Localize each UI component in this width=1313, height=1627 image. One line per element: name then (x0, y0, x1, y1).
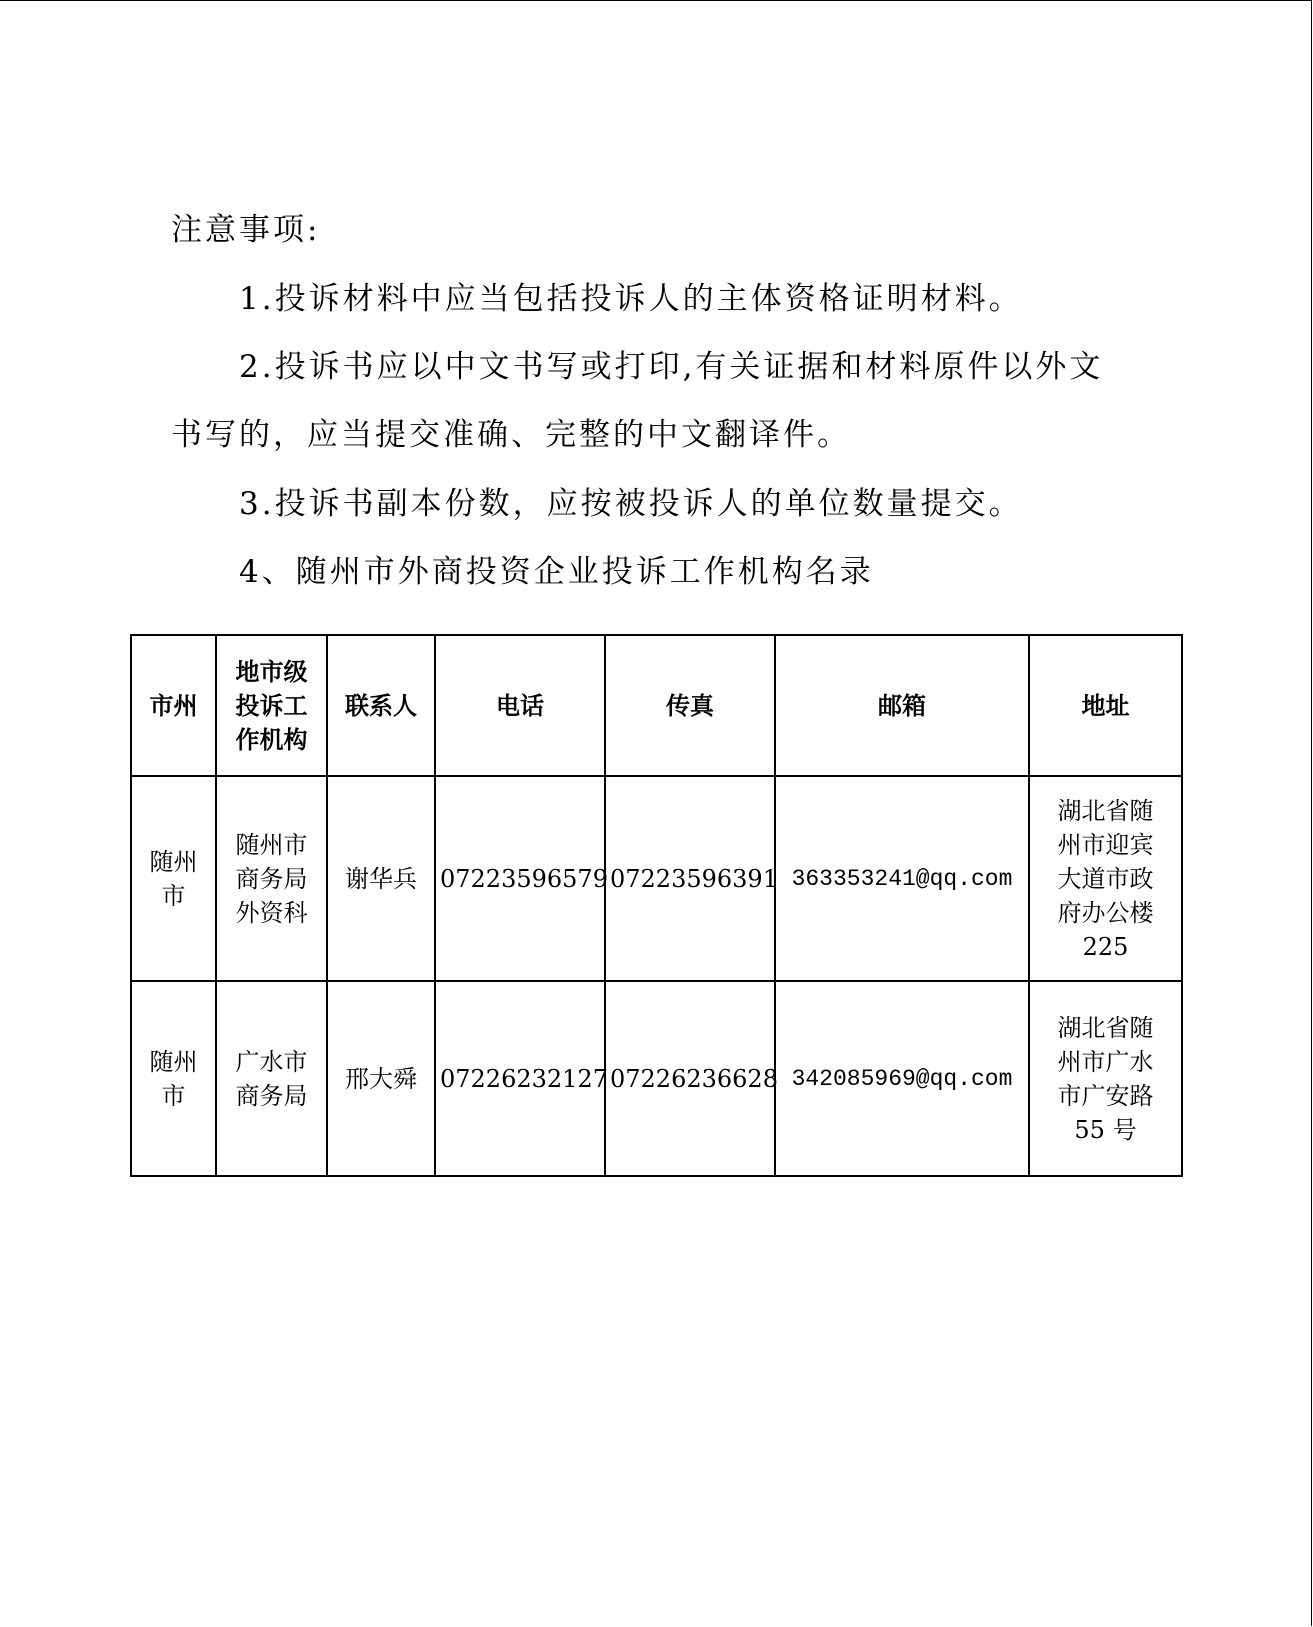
cell-line: 府办公楼 (1057, 898, 1154, 927)
cell-fax: 07226236628 (605, 981, 775, 1176)
header-agency-line: 作机构 (235, 725, 308, 754)
cell-line: 随州 (149, 847, 198, 876)
header-agency-line: 地市级 (235, 657, 308, 686)
cell-line: 商务局 (235, 864, 308, 893)
table-header-row (131, 635, 1182, 776)
cell-line: 55 号 (1074, 1115, 1137, 1144)
cell-line: 市 (161, 881, 186, 910)
note-item-4: 4、随州市外商投资企业投诉工作机构名录 (239, 554, 874, 590)
cell-city (131, 981, 216, 1176)
header-fax: 传真 (605, 635, 775, 776)
table-row (131, 981, 1182, 1176)
notes-heading: 注意事项: (171, 212, 321, 248)
cell-line: 225 (1082, 932, 1129, 961)
cell-email: 342085969@qq.com (775, 981, 1029, 1176)
header-agency-line: 投诉工 (235, 691, 308, 720)
cell-address (1029, 776, 1182, 981)
cell-line: 随州 (149, 1047, 198, 1076)
cell-line: 市 (161, 1081, 186, 1110)
header-email: 邮箱 (775, 635, 1029, 776)
cell-line: 商务局 (235, 1081, 308, 1110)
note-item-3: 3.投诉书副本份数，应按被投诉人的单位数量提交。 (239, 486, 1023, 522)
cell-email: 363353241@qq.com (775, 776, 1029, 981)
header-phone: 电话 (435, 635, 605, 776)
note-item-1: 1.投诉材料中应当包括投诉人的主体资格证明材料。 (239, 281, 1023, 317)
cell-line: 市广安路 (1057, 1081, 1154, 1110)
cell-city (131, 776, 216, 981)
header-address: 地址 (1029, 635, 1182, 776)
cell-phone: 07226232127 (435, 981, 605, 1176)
cell-line: 湖北省随 (1057, 1013, 1154, 1042)
cell-line: 大道市政 (1057, 864, 1154, 893)
table-row (131, 776, 1182, 981)
header-agency (216, 635, 327, 776)
cell-line: 外资科 (235, 898, 308, 927)
cell-agency (216, 776, 327, 981)
cell-line: 随州市 (235, 830, 308, 859)
cell-contact: 谢华兵 (327, 776, 435, 981)
cell-fax: 07223596391 (605, 776, 775, 981)
agency-directory-table (130, 634, 1183, 1177)
note-item-2-line-2: 书写的，应当提交准确、完整的中文翻译件。 (171, 417, 851, 453)
cell-contact: 邢大舜 (327, 981, 435, 1176)
cell-line: 广水市 (235, 1047, 308, 1076)
note-item-2-line-1: 2.投诉书应以中文书写或打印,有关证据和材料原件以外文 (239, 349, 1104, 385)
cell-phone: 07223596579 (435, 776, 605, 981)
header-contact: 联系人 (327, 635, 435, 776)
header-city: 市州 (131, 635, 216, 776)
cell-line: 州市迎宾 (1057, 830, 1154, 859)
cell-line: 州市广水 (1057, 1047, 1154, 1076)
cell-address (1029, 981, 1182, 1176)
cell-agency (216, 981, 327, 1176)
cell-line: 湖北省随 (1057, 796, 1154, 825)
